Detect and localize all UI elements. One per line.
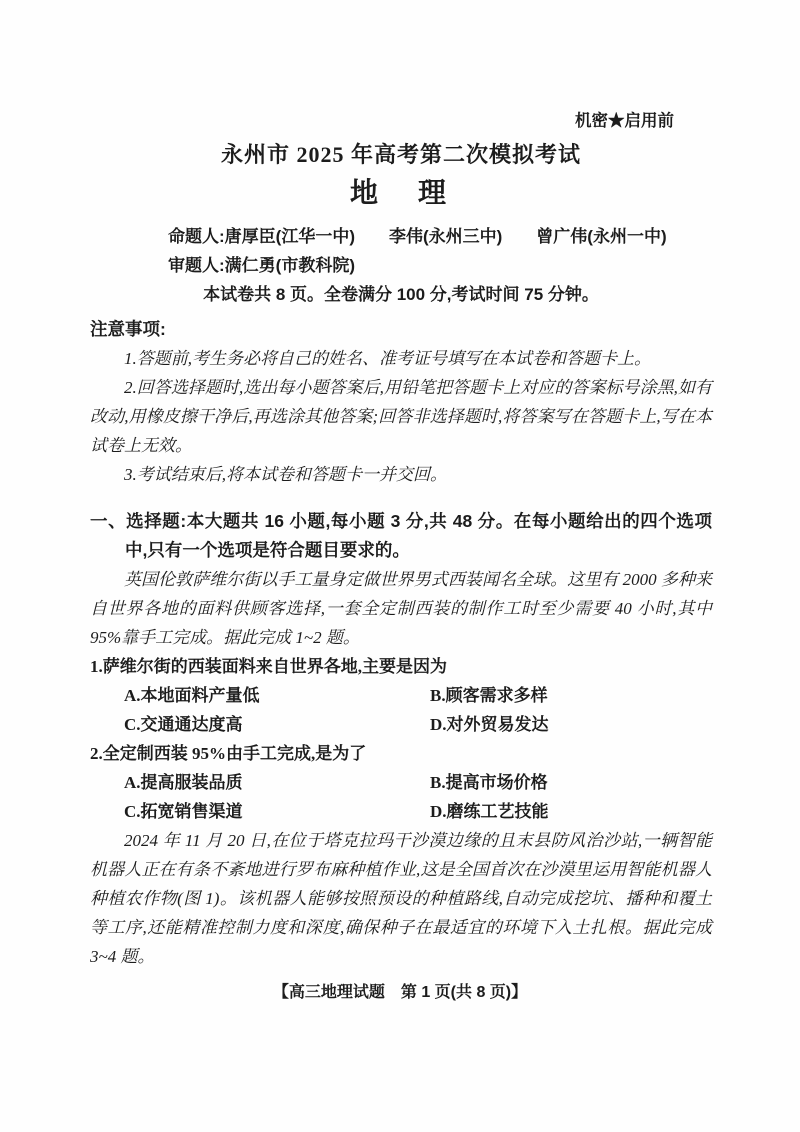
question-1-options-row-2 <box>90 710 712 739</box>
question-2-options-row-2 <box>90 797 712 826</box>
passage-questions-1-2: 英国伦敦萨维尔街以手工量身定做世界男式西装闻名全球。这里有 2000 多种来自世界各地的面料供顾客选择,一套全定制西装的制作工时至少需要 40 小时,其中 95%靠手工完成。据此完成 1~2 题。 <box>90 570 712 647</box>
exam-info-line: 本试卷共 8 页。全卷满分 100 分,考试时间 75 分钟。 <box>203 285 599 304</box>
question-2-stem: 2.全定制西装 95%由手工完成,是为了 <box>90 744 367 763</box>
question-2-option-d: D.磨练工艺技能 <box>430 802 549 821</box>
reviewer-line: 审题人:满仁勇(市教科院) <box>168 256 355 275</box>
exam-meta <box>168 222 712 280</box>
question-2-option-b: B.提高市场价格 <box>430 773 548 792</box>
page-footer: 【高三地理试题 第 1 页(共 8 页)】 <box>272 984 528 1001</box>
question-1-options-row-1 <box>90 681 712 710</box>
notice-item-3: 3.考试结束后,将本试卷和答题卡一并交回。 <box>124 465 447 484</box>
question-1-stem: 1.萨维尔街的西装面料来自世界各地,主要是因为 <box>90 657 447 676</box>
notice-item-2: 2.回答选择题时,选出每小题答案后,用铅笔把答题卡上对应的答案标号涂黑,如有改动,用橡皮擦干净后,再选涂其他答案;回答非选择题时,将答案写在答题卡上,写在本试卷上无效。 <box>90 378 712 455</box>
question-1-option-b: B.顾客需求多样 <box>430 686 548 705</box>
section-one-heading: 一、选择题:本大题共 16 小题,每小题 3 分,共 48 分。在每小题给出的四个选项中,只有一个选项是符合题目要求的。 <box>90 511 712 560</box>
notice-item-1: 1.答题前,考生务必将自己的姓名、准考证号填写在本试卷和答题卡上。 <box>124 349 651 368</box>
setters-line: 命题人:唐厚臣(江华一中) 李伟(永州三中) 曾广伟(永州一中) <box>168 227 667 246</box>
question-1-option-a: A.本地面料产量低 <box>124 686 260 705</box>
confidential-marking: 机密★启用前 <box>575 112 674 130</box>
question-2-options-row-1 <box>90 768 712 797</box>
question-2-option-c: C.拓宽销售渠道 <box>124 802 243 821</box>
question-2-option-a: A.提高服装品质 <box>124 773 243 792</box>
question-1-option-d: D.对外贸易发达 <box>430 715 549 734</box>
passage-questions-3-4: 2024 年 11 月 20 日,在位于塔克拉玛干沙漠边缘的且末县防风治沙站,一辆智能机器人正在有条不紊地进行罗布麻种植作业,这是全国首次在沙漠里运用智能机器人种植农作物(图 1)。该机器人能够按照预设的种植路线,自动完成挖坑、播种和覆土等工序,还能精准控制力度和深度,确保种子在最适宜的环境下入土扎根。据此完成 3~4 题。 <box>90 831 712 966</box>
exam-title: 永州市 2025 年高考第二次模拟考试 <box>220 142 581 167</box>
subject-title: 地 理 <box>349 178 452 209</box>
notice-title: 注意事项: <box>90 319 166 339</box>
question-1-option-c: C.交通通达度高 <box>124 715 243 734</box>
